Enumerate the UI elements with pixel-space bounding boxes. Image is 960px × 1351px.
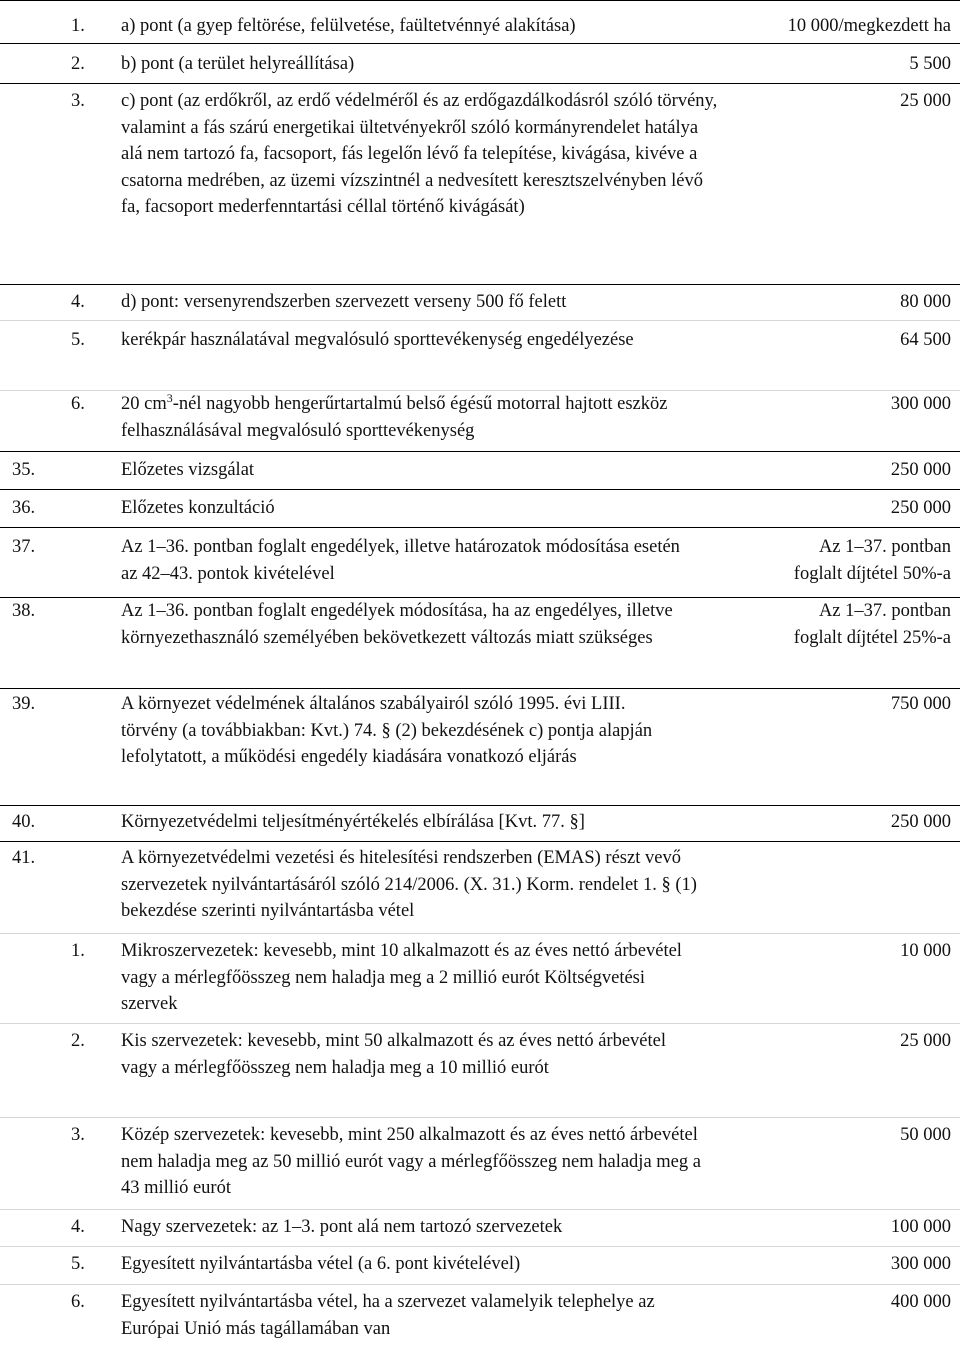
- table-row: [0, 1246, 960, 1284]
- row-number: 41.: [12, 848, 36, 868]
- row-number: 2.: [71, 54, 85, 74]
- table-row: [0, 1209, 960, 1246]
- row-fee: [794, 534, 951, 587]
- table-row: [0, 1023, 960, 1117]
- table-row: [0, 43, 960, 83]
- fee-line: foglalt díjtétel 50%-a: [793, 563, 951, 584]
- row-number: 4.: [71, 1217, 85, 1237]
- table-row: [0, 805, 960, 841]
- row-fee: 300 000: [890, 394, 951, 414]
- row-fee: 300 000: [890, 1254, 951, 1274]
- table-row: [0, 0, 960, 43]
- row-fee: 100 000: [890, 1217, 951, 1237]
- row-number: 1.: [71, 941, 85, 961]
- table-row: [0, 83, 960, 284]
- row-number: 38.: [12, 601, 36, 621]
- fee-line: Az 1–37. pontban: [818, 601, 951, 621]
- table-row: [0, 1117, 960, 1209]
- table-row: [0, 284, 960, 320]
- row-text: Nagy szervezetek: az 1–3. pont alá nem tartozó szervezetek: [121, 1217, 563, 1237]
- row-number: 1.: [71, 16, 85, 36]
- row-text: Egyesített nyilvántartásba vétel (a 6. pont kivételével): [121, 1254, 521, 1274]
- row-text: c) pont (az erdőkről, az erdő védelméről és az erdőgazdálkodásról szóló törvény, valamint a fás szárú energetikai ültetvényekről szóló kormányrendelet hatálya alá nem tartozó fa, facsoport, fás legelőn lévő fa telepítése, kivágása, kivéve a csatorna medrében, az üzemi vízszintnél a nedvesített keresztszelvényben lévő fa, facsoport mederfenntartási céllal történő kivágását): [121, 91, 718, 217]
- row-number: 37.: [12, 537, 36, 557]
- table-row: [0, 451, 960, 489]
- row-fee: 250 000: [890, 812, 951, 832]
- row-fee: 400 000: [890, 1292, 951, 1312]
- row-fee: 250 000: [890, 460, 951, 480]
- row-fee: 5 500: [909, 54, 951, 74]
- row-fee: 64 500: [900, 330, 951, 350]
- row-number: 4.: [71, 292, 85, 312]
- row-text: d) pont: versenyrendszerben szervezett verseny 500 fő felett: [121, 292, 567, 312]
- table-row: [0, 841, 960, 933]
- row-number: 5.: [71, 330, 85, 350]
- row-text: kerékpár használatával megvalósuló sporttevékenység engedélyezése: [121, 330, 634, 350]
- row-text: Mikroszervezetek: kevesebb, mint 10 alkalmazott és az éves nettó árbevétel vagy a mérlegfőösszeg nem haladja meg a 2 millió eurót Költségvetési szervek: [121, 941, 682, 1014]
- row-text: b) pont (a terület helyreállítása): [121, 54, 355, 74]
- row-text: a) pont (a gyep feltörése, felülvetése, faültetvénnyé alakítása): [121, 16, 576, 36]
- row-text: Az 1–36. pontban foglalt engedélyek, illetve határozatok módosítása esetén az 42–43. pontok kivételével: [121, 537, 680, 584]
- table-row: [0, 688, 960, 805]
- fee-line: Az 1–37. pontban: [818, 537, 951, 557]
- superscript: 3: [166, 391, 173, 405]
- row-text: Közép szervezetek: kevesebb, mint 250 alkalmazott és az éves nettó árbevétel nem haladja meg az 50 millió eurót vagy a mérlegfőösszeg nem haladja meg a 43 millió eurót: [121, 1125, 701, 1198]
- row-fee: 50 000: [900, 1125, 951, 1145]
- row-number: 6.: [71, 394, 85, 414]
- text-part: -nél nagyobb hengerűrtartalmú belső égésű motorral hajtott eszköz felhasználásával megvalósuló sporttevékenység: [121, 394, 668, 441]
- table-row: [0, 489, 960, 527]
- row-number: 3.: [71, 1125, 85, 1145]
- row-number: 2.: [71, 1031, 85, 1051]
- row-text: Kis szervezetek: kevesebb, mint 50 alkalmazott és az éves nettó árbevétel vagy a mérlegfőösszeg nem haladja meg a 10 millió eurót: [121, 1031, 667, 1078]
- row-number: 36.: [12, 498, 36, 518]
- text-part: 20 cm: [121, 394, 167, 414]
- table-row: [0, 1284, 960, 1351]
- row-number: 40.: [12, 812, 36, 832]
- row-text: Az 1–36. pontban foglalt engedélyek módosítása, ha az engedélyes, illetve környezethasználó személyében bekövetkezett változás miatt szükséges: [121, 601, 673, 648]
- row-fee: 250 000: [890, 498, 951, 518]
- row-fee: 10 000: [900, 941, 951, 961]
- row-number: 5.: [71, 1254, 85, 1274]
- table-row: [0, 390, 960, 451]
- row-fee: 10 000/megkezdett ha: [787, 16, 951, 36]
- row-text: Előzetes vizsgálat: [121, 460, 255, 480]
- row-fee: 750 000: [890, 694, 951, 714]
- row-number: 39.: [12, 694, 36, 714]
- table-row: [0, 527, 960, 597]
- fee-line: foglalt díjtétel 25%-a: [793, 627, 951, 648]
- row-fee: [794, 598, 951, 651]
- table-row: [0, 597, 960, 688]
- row-number: 3.: [71, 91, 85, 111]
- row-number: 6.: [71, 1292, 85, 1312]
- row-fee: 25 000: [900, 1031, 951, 1051]
- row-text: Előzetes konzultáció: [121, 498, 275, 518]
- table-row: [0, 320, 960, 390]
- row-text: Egyesített nyilvántartásba vétel, ha a szervezet valamelyik telephelye az Európai Unió más tagállamában van: [121, 1292, 655, 1339]
- row-text: Környezetvédelmi teljesítményértékelés elbírálása [Kvt. 77. §]: [121, 812, 585, 832]
- row-text: [121, 391, 721, 444]
- row-number: 35.: [12, 460, 36, 480]
- row-fee: 25 000: [900, 91, 951, 111]
- table-row: [0, 933, 960, 1023]
- row-text: A környezet védelmének általános szabályairól szóló 1995. évi LIII. törvény (a továbbiakban: Kvt.) 74. § (2) bekezdésének c) pontja alapján lefolytatott, a működési engedély kiadására vonatkozó eljárás: [121, 694, 653, 767]
- row-fee: 80 000: [900, 292, 951, 312]
- row-text: A környezetvédelmi vezetési és hitelesítési rendszerben (EMAS) részt vevő szervezetek nyilvántartásáról szóló 214/2006. (X. 31.) Korm. rendelet 1. § (1) bekezdése szerinti nyilvántartásba vétel: [121, 848, 697, 921]
